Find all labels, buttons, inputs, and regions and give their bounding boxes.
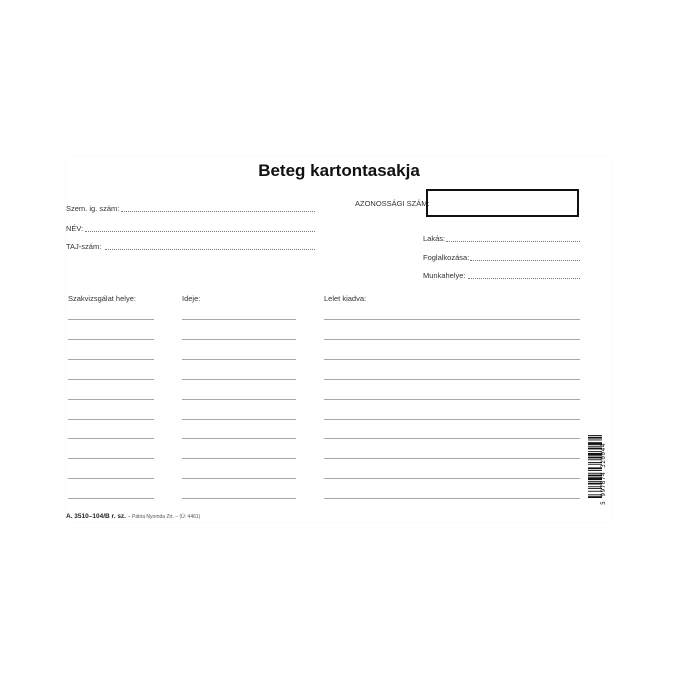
- id-card-number-line[interactable]: [121, 211, 315, 212]
- occupation-line[interactable]: [470, 260, 580, 261]
- form-footer: [66, 513, 200, 520]
- exam-location-header: Szakvizsgálat helye:: [68, 294, 136, 303]
- address-label: Lakás:: [423, 234, 446, 243]
- form-code: A. 3510–104/B r. sz.: [66, 513, 126, 520]
- workplace-line[interactable]: [468, 278, 580, 279]
- result-row-line[interactable]: [324, 319, 580, 320]
- form-title: Beteg kartontasakja: [258, 161, 420, 180]
- taj-number-label: TAJ-szám:: [66, 242, 102, 251]
- taj-number-line[interactable]: [105, 249, 315, 250]
- date-row-line[interactable]: [182, 379, 296, 380]
- barcode-digits: 5 997674 320044: [600, 443, 607, 505]
- printer-imprint: – Pátria Nyomda Zrt. – (Ü: 4461): [127, 514, 201, 520]
- result-row-line[interactable]: [324, 478, 580, 479]
- exam-location-row-line[interactable]: [68, 359, 154, 360]
- date-row-line[interactable]: [182, 319, 296, 320]
- date-row-line[interactable]: [182, 359, 296, 360]
- exam-location-row-line[interactable]: [68, 379, 154, 380]
- exam-location-row-line[interactable]: [68, 319, 154, 320]
- date-row-line[interactable]: [182, 478, 296, 479]
- identity-number-label: AZONOSSÁGI SZÁM:: [355, 199, 430, 208]
- exam-location-row-line[interactable]: [68, 478, 154, 479]
- patient-card-form: [66, 157, 612, 522]
- workplace-label: Munkahelye:: [423, 271, 466, 280]
- date-row-line[interactable]: [182, 419, 296, 420]
- date-row-line[interactable]: [182, 498, 296, 499]
- result-row-line[interactable]: [324, 399, 580, 400]
- result-row-line[interactable]: [324, 458, 580, 459]
- result-row-line[interactable]: [324, 359, 580, 360]
- exam-location-row-line[interactable]: [68, 339, 154, 340]
- identity-number-box[interactable]: [426, 189, 579, 217]
- exam-location-row-line[interactable]: [68, 399, 154, 400]
- result-row-line[interactable]: [324, 498, 580, 499]
- result-row-line[interactable]: [324, 419, 580, 420]
- result-issued-header: Lelet kiadva:: [324, 294, 367, 303]
- exam-location-row-line[interactable]: [68, 419, 154, 420]
- result-row-line[interactable]: [324, 438, 580, 439]
- date-row-line[interactable]: [182, 339, 296, 340]
- name-line[interactable]: [85, 231, 315, 232]
- date-row-line[interactable]: [182, 399, 296, 400]
- id-card-number-label: Szem. ig. szám:: [66, 204, 120, 213]
- date-row-line[interactable]: [182, 458, 296, 459]
- exam-location-row-line[interactable]: [68, 498, 154, 499]
- result-row-line[interactable]: [324, 379, 580, 380]
- name-label: NÉV:: [66, 224, 84, 233]
- exam-location-row-line[interactable]: [68, 458, 154, 459]
- address-line[interactable]: [446, 241, 580, 242]
- exam-location-row-line[interactable]: [68, 438, 154, 439]
- result-row-line[interactable]: [324, 339, 580, 340]
- date-header: Ideje:: [182, 294, 201, 303]
- occupation-label: Foglalkozása:: [423, 253, 470, 262]
- date-row-line[interactable]: [182, 438, 296, 439]
